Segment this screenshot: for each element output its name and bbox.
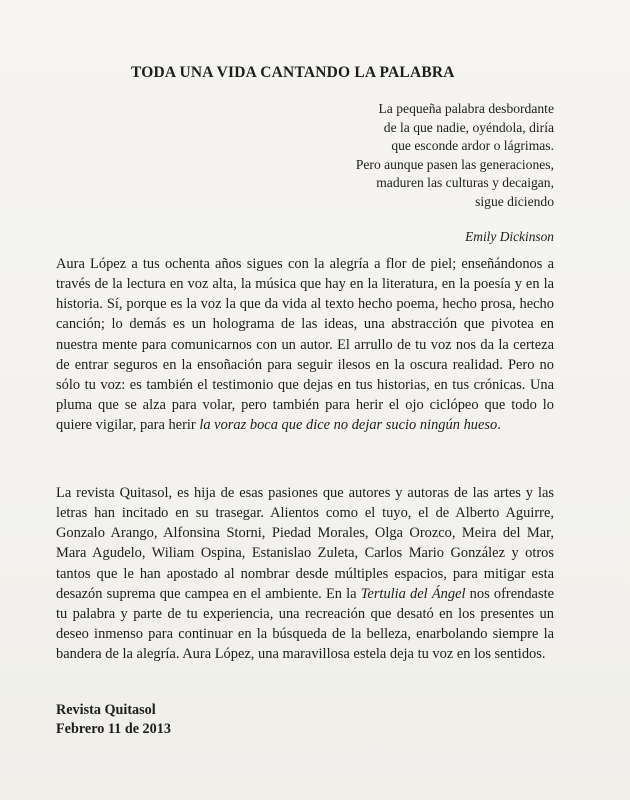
epigraph-line: maduren las culturas y decaigan, bbox=[376, 175, 554, 191]
signature-name: Revista Quitasol bbox=[56, 702, 156, 718]
epigraph-author: Emily Dickinson bbox=[465, 229, 554, 244]
body-paragraph-1 bbox=[56, 254, 554, 435]
document-title: TODA UNA VIDA CANTANDO LA PALABRA bbox=[131, 64, 455, 81]
italic-quote: la voraz boca que dice no dejar sucio ningún hueso bbox=[199, 417, 498, 434]
paragraph-end: . bbox=[497, 417, 501, 434]
epigraph bbox=[356, 100, 554, 212]
epigraph-line: que esconde ardor o lágrimas. bbox=[391, 138, 554, 154]
paragraph-text: La revista Quitasol, es hija de esas pasiones que autores y autoras de las artes y las letras han incitado en su trasegar. Alientos como el tuyo, el de Alberto Aguirre, Gonzalo Arango, Alfonsina Storni, Piedad Morales, Olga Orozco, Meira del Mar, Mara Agudelo, Wiliam Ospina, Estanislao Zuleta, Carlos Mario González y otros tantos que le han apostado al nombrar desde múltiples espacios, para mitigar esta desazón suprema que campea en el ambiente. En la bbox=[56, 485, 554, 602]
signature-date: Febrero 11 de 2013 bbox=[56, 721, 171, 737]
epigraph-line: sigue diciendo bbox=[475, 193, 554, 209]
paragraph-text: nos ofrendaste tu palabra y parte de tu experiencia, una recreación que desató en los presentes un deseo inmenso para continuar en la búsqueda de la belleza, enarbolando siempre la bandera de la alegría. Aura López, una maravillosa estela deja tu voz en los sentidos. bbox=[56, 585, 554, 663]
epigraph-line: La pequeña palabra desbordante bbox=[378, 101, 554, 116]
body-paragraph-2 bbox=[56, 483, 554, 664]
italic-event-name: Tertulia del Ángel bbox=[360, 585, 466, 602]
paragraph-text: Aura López a tus ochenta años sigues con la alegría a flor de piel; enseñándonos a través de la lectura en voz alta, la música que hay en la literatura, en la poesía y en la historia. Sí, porque es la voz la que da vida al texto hecho poema, hecho prosa, hecho canción; lo demás es un holograma de las ideas, una abstracción que pivotea en nuestra mente para comunicarnos con un autor. El arrullo de tu voz nos da la certeza de entrar seguros en la ensoñación para seguir ilesos en la oscura realidad. Pero no sólo tu voz: es también el testimonio que dejas en tus historias, en tus crónicas. Una pluma que se alza para volar, pero también para herir el ojo ciclópeo que todo lo quiere vigilar, para herir bbox=[56, 256, 554, 434]
epigraph-line: Pero aunque pasen las generaciones, bbox=[355, 156, 554, 172]
epigraph-line: de la que nadie, oyéndola, diría bbox=[383, 119, 554, 135]
